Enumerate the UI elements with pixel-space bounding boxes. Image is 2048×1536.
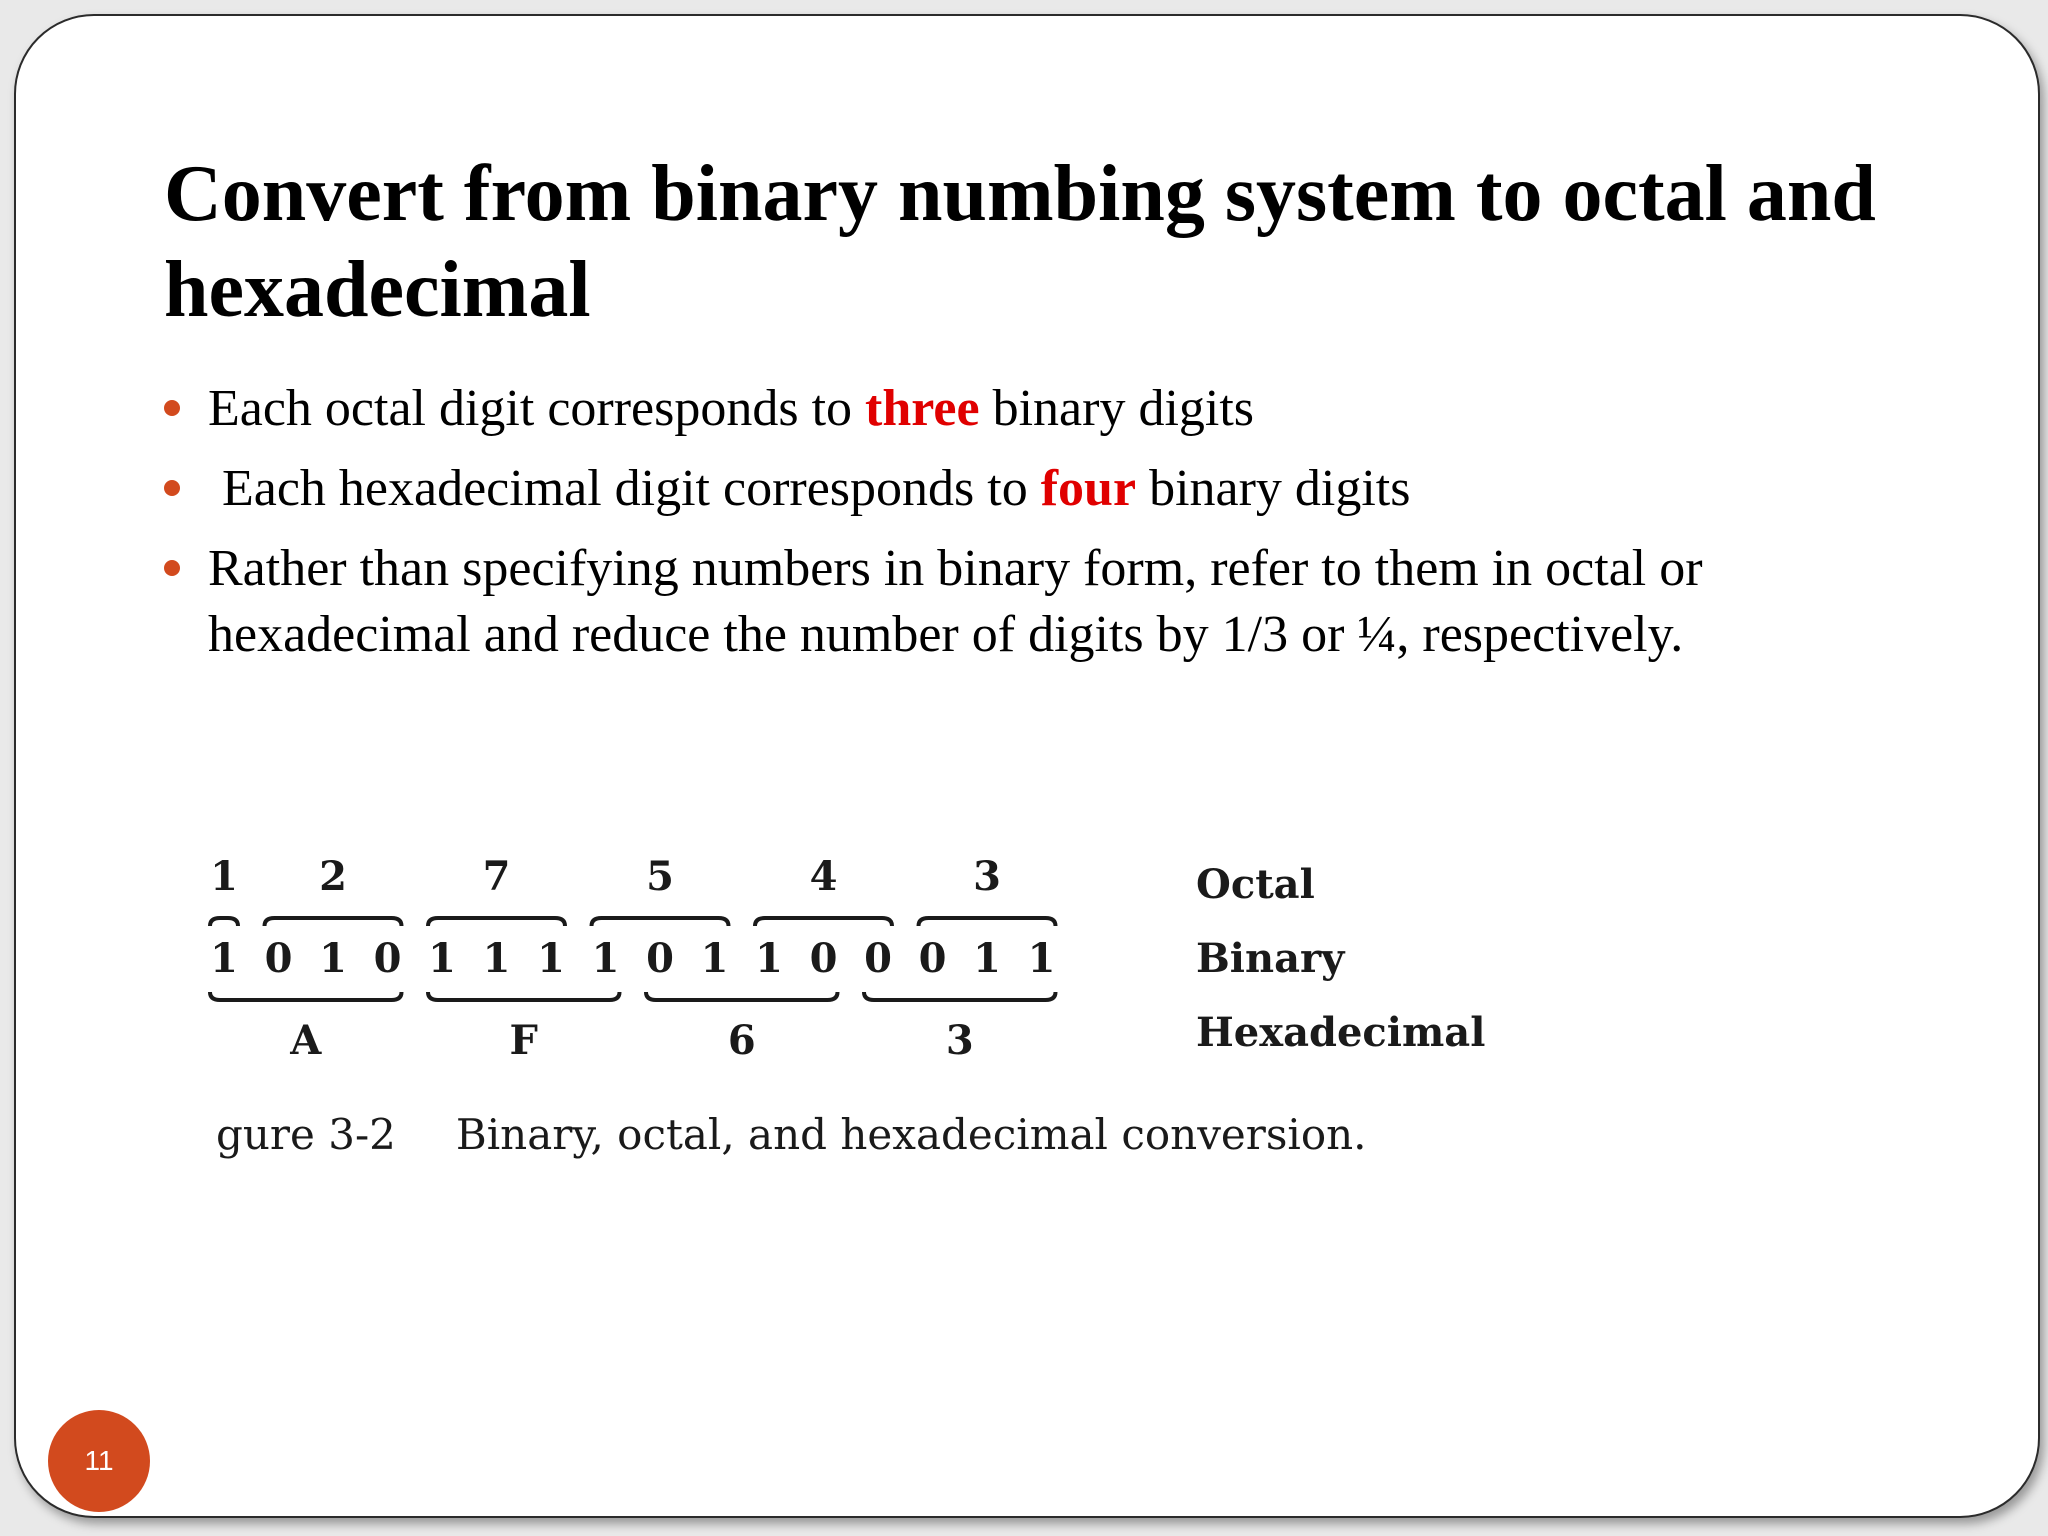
binary-row-label: Binary: [1196, 935, 1345, 982]
octal-digit: 1: [210, 853, 238, 900]
octal-digit: 3: [973, 853, 1001, 900]
octal-digit: 5: [646, 853, 674, 900]
octal-digit: 4: [809, 853, 838, 900]
caption-text: Binary, octal, and hexadecimal conversion.: [455, 1110, 1367, 1159]
octal-brace: [428, 918, 565, 926]
hex-braces: [210, 992, 1056, 1000]
hex-brace: [428, 992, 620, 1000]
binary-digit: 0: [373, 935, 402, 982]
binary-digit: 1: [319, 935, 347, 982]
octal-row: [210, 853, 1001, 900]
binary-digit: 1: [210, 935, 238, 982]
binary-digit: 1: [482, 935, 511, 982]
bullet-dot-icon: [164, 560, 180, 576]
binary-digit: 0: [646, 935, 674, 982]
binary-digit: 1: [755, 935, 783, 982]
highlight-word: four: [1040, 460, 1137, 517]
hex-brace: [864, 992, 1056, 1000]
octal-brace: [210, 918, 238, 926]
hex-row: [289, 1017, 973, 1064]
bullet-dot-icon: [164, 400, 180, 416]
page-number-badge: 11: [48, 1410, 150, 1512]
binary-digit: 0: [864, 935, 892, 982]
bullet-item: [164, 376, 1944, 442]
slide: [14, 14, 2040, 1518]
binary-digit: 0: [918, 935, 947, 982]
caption-label: gure 3-2: [216, 1110, 396, 1159]
hex-digit: F: [509, 1017, 538, 1064]
bullet-dot-icon: [164, 480, 180, 496]
bullet-text: Each hexadecimal digit corresponds to four binary digits: [222, 460, 1411, 517]
binary-digit: 1: [973, 935, 1001, 982]
bullet-item: [164, 536, 1944, 668]
hex-digit: A: [290, 1017, 322, 1064]
binary-row: [210, 935, 1055, 982]
octal-brace: [265, 918, 402, 926]
octal-row-label: Octal: [1196, 861, 1315, 908]
octal-brace: [919, 918, 1056, 926]
bullet-text: Each octal digit corresponds to three binary digits: [208, 380, 1255, 437]
conversion-diagram: [206, 846, 1556, 1106]
bullet-list: [164, 376, 1944, 682]
hex-digit: 3: [945, 1017, 974, 1064]
binary-digit: 0: [264, 935, 293, 982]
octal-digit: 2: [319, 853, 347, 900]
binary-digit: 1: [428, 935, 456, 982]
binary-digit: 1: [591, 935, 620, 982]
hex-row-label: Hexadecimal: [1196, 1009, 1486, 1056]
hex-brace: [210, 992, 402, 1000]
octal-digit: 7: [482, 853, 511, 900]
binary-digit: 1: [537, 935, 565, 982]
octal-brace: [592, 918, 729, 926]
octal-brace: [755, 918, 892, 926]
slide-title: Convert from binary numbing system to octal and hexadecimal: [164, 150, 1876, 334]
hex-digit: 6: [727, 1017, 756, 1064]
binary-digit: 0: [809, 935, 838, 982]
octal-braces: [210, 918, 1056, 926]
binary-digit: 1: [700, 935, 729, 982]
highlight-word: three: [865, 380, 980, 437]
figure-caption: [216, 1110, 1367, 1159]
hex-brace: [646, 992, 838, 1000]
bullet-text: Rather than specifying numbers in binary form, refer to them in octal or hexadecimal and reduce the number of digits by 1/3 or ¼, respectively.: [208, 540, 1703, 663]
bullet-item: [164, 456, 1944, 522]
binary-digit: 1: [1027, 935, 1056, 982]
